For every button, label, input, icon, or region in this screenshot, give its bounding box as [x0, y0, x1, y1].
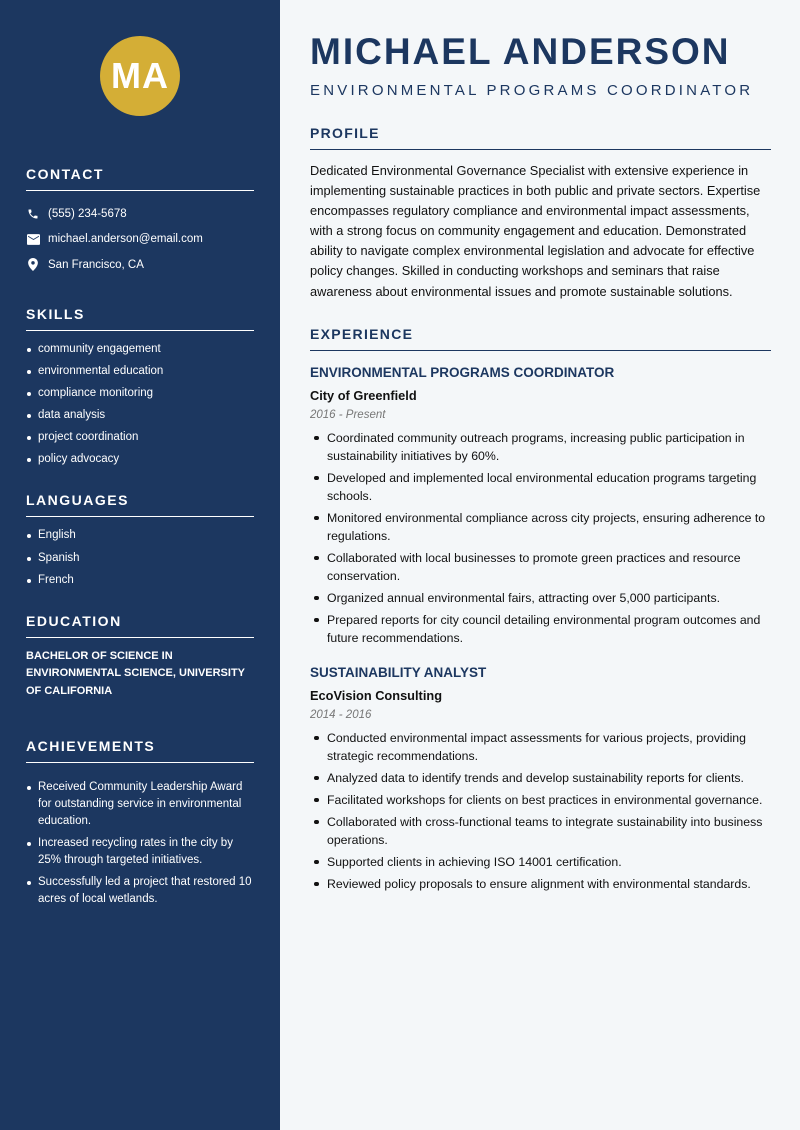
- achievement-item: Successfully led a project that restored 10 acres of local wetlands.: [26, 874, 254, 908]
- phone-text: (555) 234-5678: [48, 207, 127, 220]
- languages-section: [26, 492, 254, 588]
- achievements-title: ACHIEVEMENTS: [26, 738, 254, 763]
- profile-text: Dedicated Environmental Governance Specialist with extensive experience in implementing sustainable practices in both public and private sectors. Expertise encompasses regulatory compliance and environmental impact assessments, with a strong focus on community engagement and education. Demonstrated ability to navigate complex environmental legislation and advocate for effective policy changes. Skilled in conducting workshops and seminars that raise awareness about environmental issues and promote sustainable solutions.: [310, 163, 761, 299]
- job-bullet: Coordinated community outreach programs, increasing public participation in sustainability initiatives by 60%.: [310, 429, 771, 465]
- contact-list: [26, 201, 254, 278]
- contact-section: [26, 166, 254, 278]
- job-bullets: [310, 729, 771, 893]
- contact-location: [26, 252, 254, 278]
- contact-phone: [26, 201, 254, 227]
- job-company: City of Greenfield: [310, 387, 417, 403]
- skill-item: project coordination: [26, 429, 254, 446]
- experience-title: EXPERIENCE: [310, 326, 771, 351]
- profile-title: PROFILE: [310, 125, 771, 150]
- job-company: EcoVision Consulting: [310, 687, 443, 703]
- achievements-section: [26, 738, 254, 908]
- job-title: ENVIRONMENTAL PROGRAMS COORDINATOR: [310, 364, 615, 380]
- contact-title: CONTACT: [26, 166, 254, 191]
- job-bullets: [310, 429, 771, 647]
- job-bullet: Analyzed data to identify trends and develop sustainability reports for clients.: [310, 769, 771, 787]
- language-item: Spanish: [26, 550, 254, 567]
- education-degree: BACHELOR OF SCIENCE IN ENVIRONMENTAL SCIENCE, UNIVERSITY OF CALIFORNIA: [26, 649, 245, 697]
- job-bullet: Reviewed policy proposals to ensure alignment with environmental standards.: [310, 875, 771, 893]
- main-content: [280, 0, 800, 1130]
- avatar: MA: [100, 36, 180, 116]
- education-section: [26, 613, 254, 701]
- job-entry: [310, 365, 771, 647]
- skills-section: [26, 306, 254, 469]
- job-bullet: Monitored environmental compliance across city projects, ensuring adherence to regulations.: [310, 509, 771, 545]
- skill-item: compliance monitoring: [26, 385, 254, 402]
- email-text: michael.anderson@email.com: [48, 233, 203, 246]
- skills-list: [26, 341, 254, 469]
- location-text: San Francisco, CA: [48, 258, 144, 271]
- experience-section: [310, 326, 771, 893]
- education-title: EDUCATION: [26, 613, 254, 638]
- job-bullet: Facilitated workshops for clients on best practices in environmental governance.: [310, 791, 771, 809]
- email-icon: [26, 232, 40, 246]
- skill-item: data analysis: [26, 407, 254, 424]
- achievements-list: [26, 779, 254, 908]
- candidate-name: MICHAEL ANDERSON: [310, 31, 731, 72]
- job-dates: 2014 - 2016: [310, 708, 372, 721]
- candidate-role: ENVIRONMENTAL PROGRAMS COORDINATOR: [310, 82, 754, 99]
- job-bullet: Prepared reports for city council detailing environmental program outcomes and future recommendations.: [310, 611, 771, 647]
- job-bullet: Organized annual environmental fairs, attracting over 5,000 participants.: [310, 589, 771, 607]
- job-bullet: Collaborated with local businesses to promote green practices and resource conservation.: [310, 549, 771, 585]
- language-item: English: [26, 527, 254, 544]
- languages-title: LANGUAGES: [26, 492, 254, 517]
- skill-item: community engagement: [26, 341, 254, 358]
- location-pin-icon: [26, 258, 40, 272]
- skill-item: environmental education: [26, 363, 254, 380]
- contact-email: [26, 227, 254, 253]
- skills-title: SKILLS: [26, 306, 254, 331]
- job-bullet: Collaborated with cross-functional teams to integrate sustainability into business operations.: [310, 813, 771, 849]
- job-title: SUSTAINABILITY ANALYST: [310, 664, 487, 680]
- job-bullet: Supported clients in achieving ISO 14001 certification.: [310, 853, 771, 871]
- achievement-item: Increased recycling rates in the city by 25% through targeted initiatives.: [26, 835, 254, 869]
- job-entry: [310, 665, 771, 893]
- language-item: French: [26, 572, 254, 589]
- job-bullet: Conducted environmental impact assessments for various projects, providing strategic recommendations.: [310, 729, 771, 765]
- profile-section: [310, 125, 771, 302]
- skill-item: policy advocacy: [26, 451, 254, 468]
- achievement-item: Received Community Leadership Award for outstanding service in environmental education.: [26, 779, 254, 830]
- languages-list: [26, 527, 254, 588]
- phone-icon: [26, 207, 40, 221]
- job-bullet: Developed and implemented local environmental education programs targeting schools.: [310, 469, 771, 505]
- job-dates: 2016 - Present: [310, 408, 386, 421]
- sidebar: [0, 0, 280, 1130]
